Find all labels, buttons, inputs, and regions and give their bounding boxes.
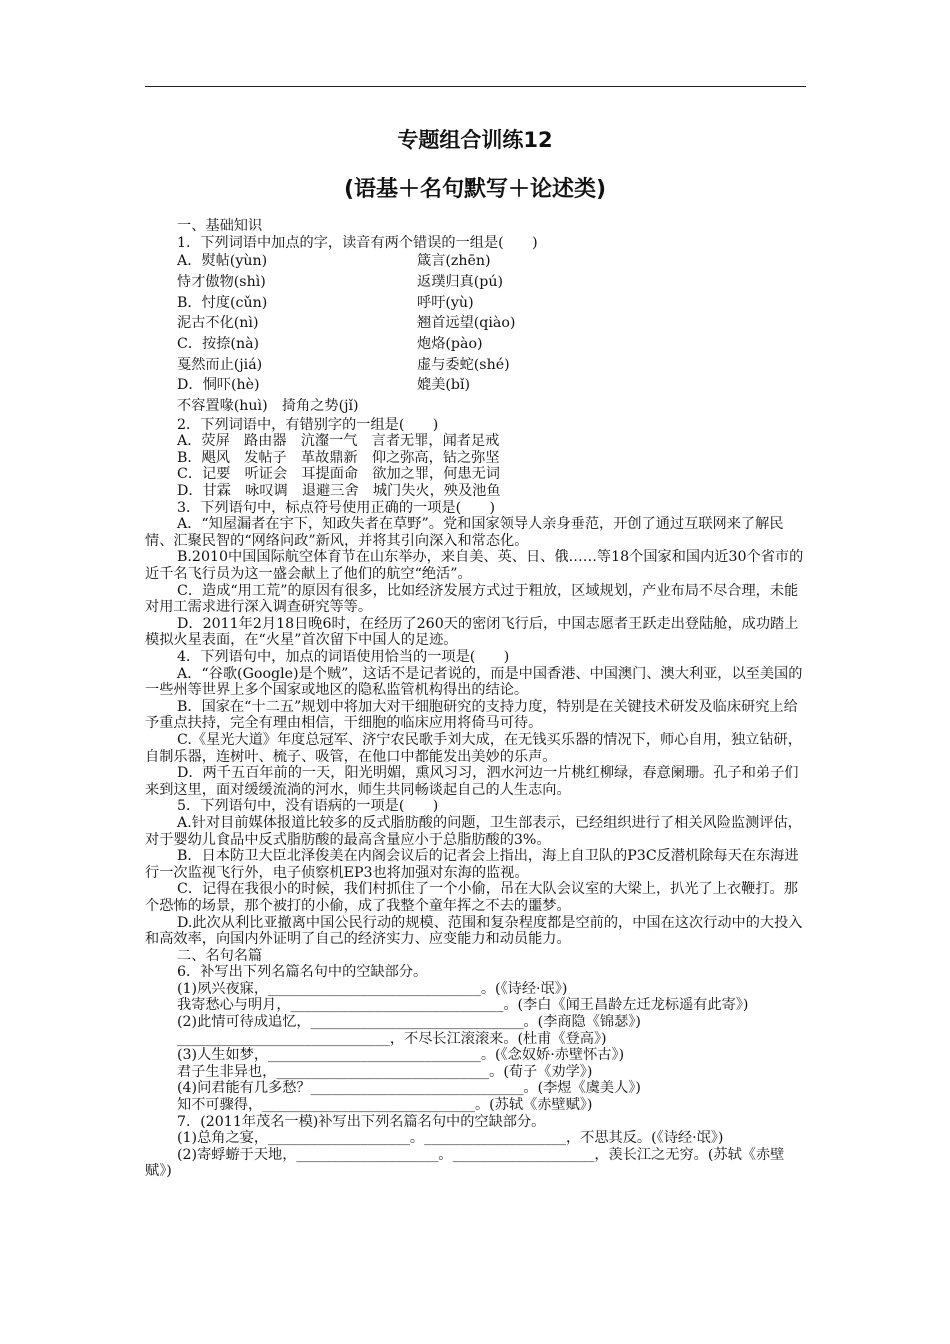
fill-blank-line: (4)问君能有几多愁？______________________________。(李煜《虞美人》): [177, 1080, 641, 1097]
option-line: B．飓风 发帖子 革故鼎新 仰之弥高，钻之弥坚: [177, 449, 500, 466]
option-row: [145, 355, 809, 376]
option-cell: A．熨帖(yùn): [177, 253, 268, 270]
question-stem: 4．下列语句中，加点的词语使用恰当的一项是( ): [177, 649, 510, 665]
option-paragraph: C．记得在我很小的时候，我们村抓住了一个小偷，吊在大队会议室的大梁上，扒光了上衣鞭打。那个恐怖的场景，那个被打的小偷，成了我整个童年挥之不去的噩梦。: [145, 881, 798, 914]
option-paragraph: D．2011年2月18日晚6时，在经历了260天的密闭飞行后，中国志愿者王跃走出登陆舱，成功踏上模拟火星表面，在“火星”首次留下中国人的足迹。: [145, 615, 799, 649]
question-stem: 7．(2011年茂名一模)补写出下列名篇名句中的空缺部分。: [177, 1113, 546, 1130]
fill-blank-line: (1)总角之宴，____________________。____________________，不思其反。(《诗经·氓》): [177, 1130, 724, 1147]
option-row: [145, 293, 809, 314]
option-paragraph: D.此次从利比亚撤离中国公民行动的规模、范围和复杂程度都是空前的，中国在这次行动中的大投入和高效率，向国内外证明了自己的经济实力、应变能力和动员能力。: [145, 914, 803, 948]
option-paragraph: B.2010中国国际航空体育节在山东举办，来自美、英、日、俄……等18个国家和国内近30个省市的近千名飞行员为这一盛会献上了他们的航空“绝活”。: [145, 549, 804, 583]
question-stem: 3．下列语句中，标点符号使用正确的一项是( ): [177, 499, 496, 516]
option-cell: 虚与委蛇(shé): [417, 356, 510, 373]
fill-blank-line: 知不可骤得，______________________________。(苏轼《赤壁赋》): [177, 1097, 593, 1114]
option-cell: 箴言(zhēn): [417, 253, 491, 270]
option-cell: 戛然而止(jiá): [177, 356, 263, 373]
option-row: [145, 251, 809, 272]
fill-blank-line: (1)夙兴夜寐，______________________________。(《诗经·氓》): [177, 980, 568, 997]
fill-blank-line: (2)寄蜉蝣于天地，____________________。____________________，羡长江之无穷。(苏轼《赤壁赋》): [145, 1146, 785, 1180]
option-paragraph: B．国家在“十二五”规划中将加大对干细胞研究的支持力度，特别是在关键技术研发及临床研究上给予重点扶持，完全有理由相信，干细胞的临床应用将倚马可待。: [145, 698, 798, 732]
option-paragraph: C.《星光大道》年度总冠军、济宁农民歌手刘大成，在无钱买乐器的情况下，师心自用，独立钻研，自制乐器，连树叶、梳子、吸管，在他口中都能发出美妙的乐声。: [145, 731, 802, 765]
section-heading: 一、基础知识: [177, 218, 263, 234]
option-cell: 翘首远望(qiào): [417, 315, 516, 332]
page-subtitle: (语基＋名句默写＋论述类): [343, 177, 607, 202]
option-row: [145, 313, 809, 334]
page-title: 专题组合训练12: [397, 128, 553, 152]
option-cell: 媲美(bǐ): [417, 377, 471, 394]
option-cell: 恃才傲物(shì): [177, 273, 266, 290]
document-body: [145, 218, 809, 1180]
option-cell: 炮烙(pào): [417, 335, 483, 352]
option-row: [145, 334, 809, 355]
fill-blank-line: (2)此情可待成追忆，______________________________。(李商隐《锦瑟》): [177, 1014, 641, 1031]
fill-blank-line: 我寄愁心与明月，______________________________。(李白《闻王昌龄左迁龙标遥有此寄》): [177, 997, 749, 1014]
option-paragraph: B．日本防卫大臣北泽俊美在内阁会议后的记者会上指出，海上自卫队的P3C反潜机除每天在东海进行一次监视飞行外，电子侦察机EP3也将加强对东海的监视。: [145, 848, 799, 881]
question-stem: 2．下列词语中，有错别字的一组是( ): [177, 416, 439, 433]
option-cell: 返璞归真(pú): [417, 273, 504, 290]
question-stem: 1．下列词语中加点的字，读音有两个错误的一组是( ): [177, 234, 538, 251]
option-row: [145, 272, 809, 293]
question-stem: 6．补写出下列名篇名句中的空缺部分。: [177, 964, 428, 981]
option-cell: 呼吁(yù): [417, 294, 474, 311]
fill-blank-line: (3)人生如梦，______________________________。(《念奴娇·赤壁怀古》): [177, 1047, 625, 1064]
section-heading: 二、名句名篇: [177, 947, 263, 964]
option-line: A．荧屏 路由器 沆瀣一气 言者无罪，闻者足戒: [177, 433, 500, 450]
fill-blank-line: 君子生非异也，______________________________。(荀子《劝学》): [177, 1063, 593, 1080]
option-row: 不容置喙(huì) 掎角之势(jǐ): [177, 398, 359, 414]
fill-blank-line: ______________________________，不尽长江滚滚来。(杜甫《登高》): [177, 1030, 607, 1047]
option-paragraph: C．造成“用工荒”的原因有很多，比如经济发展方式过于粗放，区域规划，产业布局不尽合理，未能对用工需求进行深入调查研究等等。: [145, 582, 799, 616]
option-cell: C．按捺(nà): [177, 335, 260, 352]
option-paragraph: D．两千五百年前的一天，阳光明媚，熏风习习，泗水河边一片桃红柳绿，春意阑珊。孔子和弟子们来到这里，面对缓缓流淌的河水，师生共同畅谈起自己的人生志向。: [145, 765, 799, 798]
question-stem: 5．下列语句中，没有语病的一项是( ): [177, 798, 439, 815]
option-cell: B．忖度(cǔn): [177, 294, 268, 311]
option-row: [145, 375, 809, 396]
header-rule: [145, 86, 806, 87]
option-cell: 泥古不化(nì): [177, 315, 259, 332]
option-paragraph: A．“知屋漏者在宇下，知政失者在草野”。党和国家领导人亲身垂范，开创了通过互联网来了解民情、汇聚民智的“网络问政”新风，并将其引向深入和常态化。: [145, 516, 784, 549]
option-line: C．记要 听证会 耳提面命 欲加之罪，何患无词: [177, 466, 500, 483]
option-paragraph: A．“谷歌(Google)是个贼”，这话不是记者说的，而是中国香港、中国澳门、澳大利亚，以至美国的一些州等世界上多个国家或地区的隐私监管机构得出的结论。: [145, 665, 803, 699]
option-paragraph: A.针对目前媒体报道比较多的反式脂肪酸的问题，卫生部表示，已经组织进行了相关风险监测评估，对于婴幼儿食品中反式脂肪酸的最高含量应小于总脂肪酸的3%。: [145, 814, 802, 848]
option-line: D．甘霖 咏叹调 退避三舍 城门失火，殃及池鱼: [177, 483, 501, 500]
option-cell: D．恫吓(hè): [177, 377, 260, 394]
